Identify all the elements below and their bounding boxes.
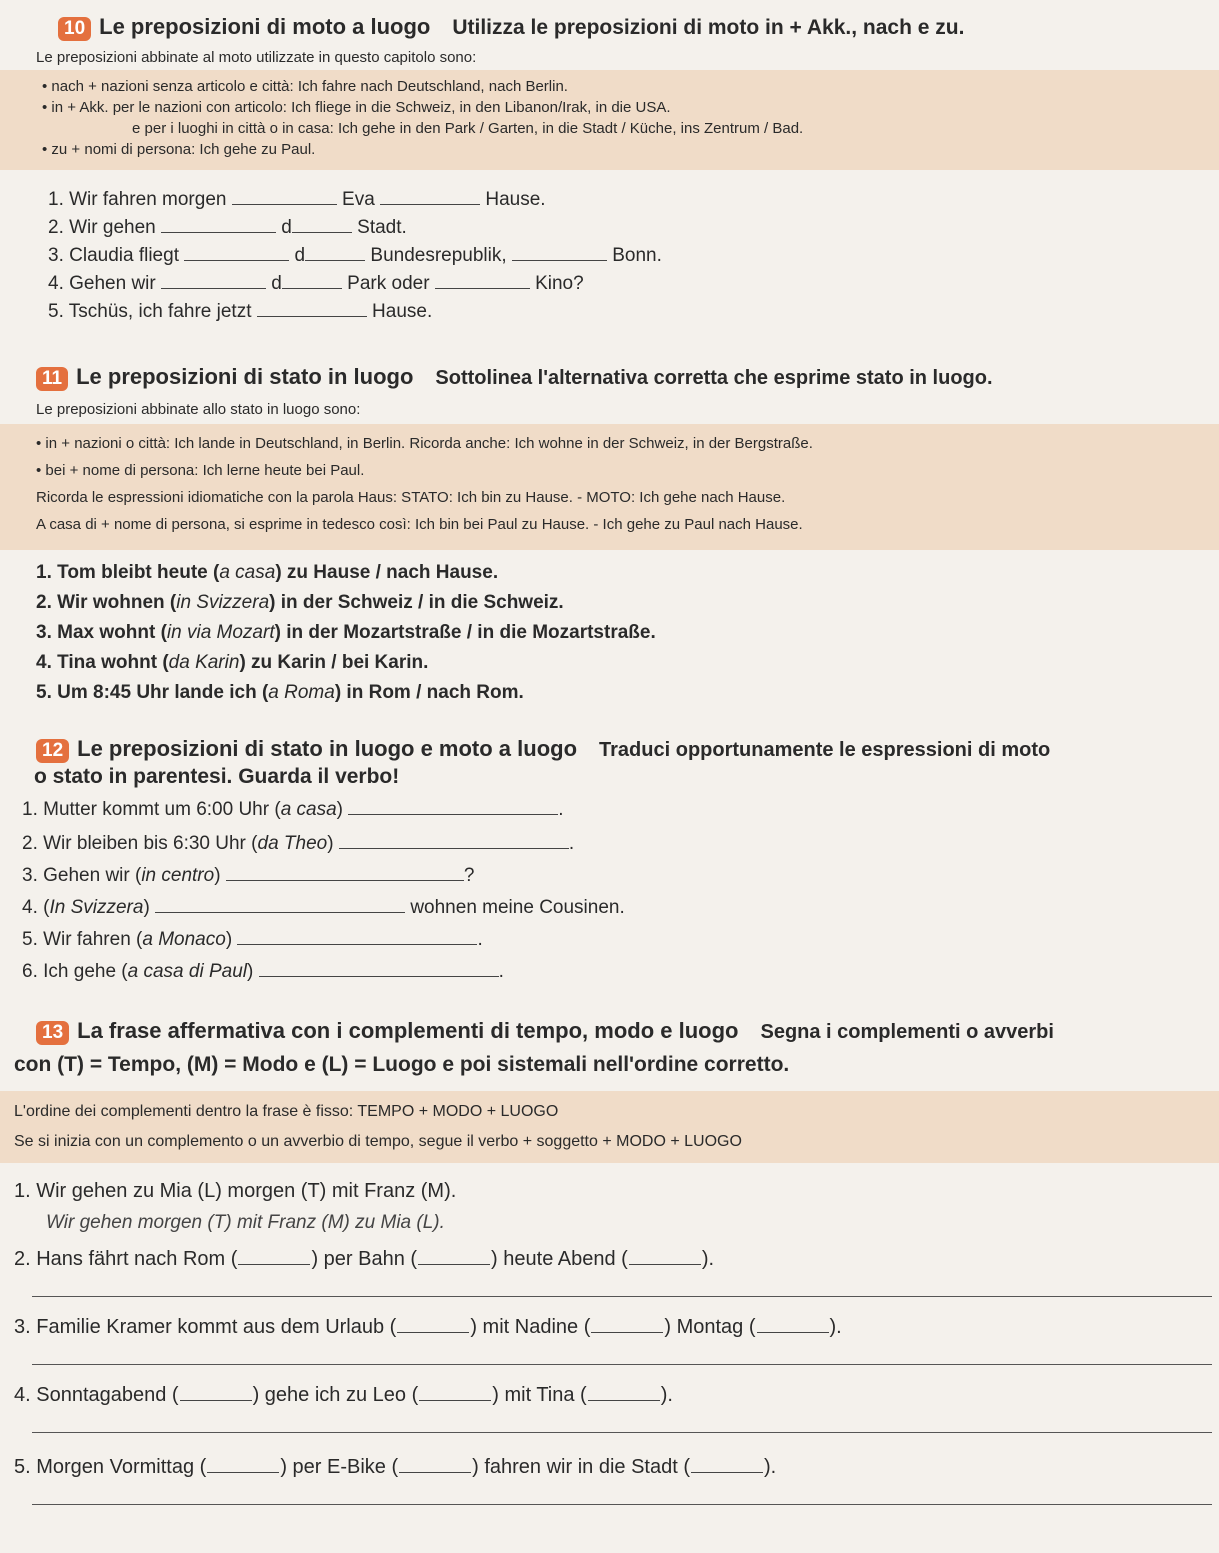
- answer-line[interactable]: [32, 1296, 1212, 1297]
- item-text: ) per E-Bike (: [280, 1456, 399, 1478]
- item-1: 1. Wir gehen zu Mia (L) morgen (T) mit Franz (M).: [14, 1180, 457, 1202]
- item-text: Hause.: [372, 301, 433, 322]
- item-text: ).: [829, 1316, 842, 1338]
- item-text: ): [246, 961, 254, 982]
- answer-blank[interactable]: [348, 796, 558, 815]
- item-text: 2. Hans fährt nach Rom (: [14, 1248, 238, 1270]
- item-4: [22, 894, 625, 919]
- hint-text: in Svizzera: [176, 592, 270, 613]
- item-text: ).: [701, 1248, 715, 1270]
- answer-blank[interactable]: [180, 1384, 252, 1401]
- item-text: 5. Morgen Vormittag (: [14, 1456, 207, 1478]
- item-text: 5. Um 8:45 Uhr lande ich (: [36, 682, 269, 703]
- answer-blank[interactable]: [419, 1384, 491, 1401]
- item-text: 1. Mutter kommt um 6:00 Uhr (: [22, 799, 281, 820]
- rule-line: Se si inizia con un complemento o un avverbio di tempo, segue il verbo + soggetto + MODO + LUOGO: [14, 1133, 742, 1150]
- exercise-12: [0, 736, 1219, 789]
- answer-blank[interactable]: [691, 1456, 763, 1473]
- rule-line: e per i luoghi in città o in casa: Ich gehe in den Park / Garten, in die Stadt / Küche, ins Zentrum / Bad.: [132, 120, 804, 137]
- item-2[interactable]: [36, 592, 564, 614]
- item-text: 3. Familie Kramer kommt aus dem Urlaub (: [14, 1316, 397, 1338]
- hint-text: a casa: [219, 562, 276, 583]
- answer-blank[interactable]: [292, 214, 352, 233]
- item-2: [22, 830, 574, 855]
- hint-text: a casa di Paul: [127, 961, 247, 982]
- hint-text: in centro: [141, 865, 215, 886]
- item-text: ) fahren wir in die Stadt (: [472, 1456, 690, 1478]
- answer-blank[interactable]: [161, 270, 266, 289]
- item-text: ) per Bahn (: [311, 1248, 418, 1270]
- item-4[interactable]: [36, 652, 428, 674]
- answer-blank[interactable]: [259, 958, 499, 977]
- item-text: ): [214, 865, 221, 886]
- answer-blank[interactable]: [237, 926, 477, 945]
- item-choices: ) in Rom / nach Rom.: [334, 682, 524, 703]
- item-text: Park oder: [347, 273, 430, 294]
- item-text: Stadt.: [357, 217, 407, 238]
- hint-text: a casa: [280, 799, 337, 820]
- exercise-number-badge: 13: [36, 1021, 69, 1045]
- exercise-number-badge: 11: [36, 367, 68, 391]
- item-text: wohnen meine Cousinen.: [410, 897, 625, 918]
- item-text: ) Montag (: [664, 1316, 756, 1338]
- rule-line: • bei + nome di persona: Ich lerne heute bei Paul.: [36, 462, 365, 479]
- item-text: d: [281, 217, 292, 238]
- item-5[interactable]: [36, 682, 524, 704]
- item-3: [22, 862, 474, 887]
- item-text: 4. Sonntagabend (: [14, 1384, 179, 1406]
- hint-text: da Karin: [168, 652, 240, 673]
- exercise-12-header: [0, 736, 1219, 763]
- exercise-instruction: Traduci opportunamente le espressioni di moto: [599, 739, 1051, 761]
- hint-text: a Roma: [268, 682, 335, 703]
- item-text: Eva: [342, 189, 375, 210]
- item-text: d: [271, 273, 282, 294]
- exercise-title: La frase affermativa con i complementi di tempo, modo e luogo: [77, 1018, 739, 1043]
- item-text: ) mit Nadine (: [470, 1316, 591, 1338]
- rule-line: • nach + nazioni senza articolo e città: Ich fahre nach Deutschland, nach Berlin.: [42, 78, 568, 95]
- item-text: 6. Ich gehe (: [22, 961, 128, 982]
- item-4: [48, 270, 584, 295]
- answer-blank[interactable]: [757, 1316, 829, 1333]
- answer-blank[interactable]: [512, 242, 607, 261]
- item-1: [22, 796, 564, 821]
- exercise-10-header: [0, 14, 1219, 41]
- item-5: [14, 1456, 776, 1479]
- exercise-title: Le preposizioni di stato in luogo e moto a luogo: [77, 736, 578, 761]
- item-text: 4. Gehen wir: [48, 273, 156, 294]
- answer-blank[interactable]: [232, 186, 337, 205]
- answer-blank[interactable]: [226, 862, 464, 881]
- item-text: 2. Wir wohnen (: [36, 592, 177, 613]
- rule-box: [0, 424, 1219, 550]
- rule-line: • in + Akk. per le nazioni con articolo: Ich fliege in die Schweiz, in den Libanon/Irak, in die USA.: [42, 99, 671, 116]
- item-text: ): [336, 799, 343, 820]
- answer-blank[interactable]: [588, 1384, 660, 1401]
- item-text: ) gehe ich zu Leo (: [252, 1384, 419, 1406]
- item-text: ): [327, 833, 334, 854]
- answer-blank[interactable]: [257, 298, 367, 317]
- item-text: ) heute Abend (: [491, 1248, 628, 1270]
- exercise-instruction: Segna i complementi o avverbi: [760, 1021, 1054, 1043]
- item-text: 3. Gehen wir (: [22, 865, 142, 886]
- hint-text: in via Mozart: [166, 622, 275, 643]
- answer-blank[interactable]: [435, 270, 530, 289]
- answer-blank[interactable]: [305, 242, 365, 261]
- item-text: ).: [660, 1384, 673, 1406]
- answer-blank[interactable]: [282, 270, 342, 289]
- answer-blank[interactable]: [184, 242, 289, 261]
- item-choices: ) in der Schweiz / in die Schweiz.: [269, 592, 564, 613]
- rule-intro: Le preposizioni abbinate allo stato in luogo sono:: [36, 401, 361, 418]
- answer-blank[interactable]: [591, 1316, 663, 1333]
- answer-blank[interactable]: [207, 1456, 279, 1473]
- answer-blank[interactable]: [629, 1248, 701, 1265]
- item-text: 4. (: [22, 897, 50, 918]
- item-choices: ) zu Karin / bei Karin.: [239, 652, 429, 673]
- exercise-title: Le preposizioni di stato in luogo: [76, 364, 414, 389]
- item-text: .: [558, 799, 564, 820]
- item-text: ): [143, 897, 150, 918]
- exercise-instruction-continued: o stato in parentesi. Guarda il verbo!: [34, 765, 400, 788]
- item-text: .: [477, 929, 483, 950]
- answer-blank[interactable]: [155, 894, 405, 913]
- item-5: [48, 298, 432, 323]
- rule-box: [0, 1091, 1219, 1163]
- answer-blank[interactable]: [339, 830, 569, 849]
- item-choices: ) in der Mozartstraße / in die Mozartstraße.: [274, 622, 656, 643]
- item-2: [14, 1248, 714, 1271]
- item-text: Bundesrepublik,: [370, 245, 507, 266]
- hint-text: a Monaco: [142, 929, 226, 950]
- rule-line: Ricorda le espressioni idiomatiche con la parola Haus: STATO: Ich bin zu Hause. - MOTO: Ich gehe nach Hause.: [36, 489, 786, 506]
- rule-line: L'ordine dei complementi dentro la frase è fisso: TEMPO + MODO + LUOGO: [14, 1103, 559, 1120]
- exercise-10: [0, 14, 1219, 170]
- item-text: 2. Wir bleiben bis 6:30 Uhr (: [22, 833, 258, 854]
- item-4: [14, 1384, 673, 1407]
- item-text: ?: [463, 865, 475, 886]
- item-3[interactable]: [36, 622, 656, 644]
- rule-line: • in + nazioni o città: Ich lande in Deutschland, in Berlin. Ricorda anche: Ich wohne in der Schweiz, in der Bergstraße.: [36, 435, 813, 452]
- answer-line[interactable]: [32, 1364, 1212, 1365]
- answer-blank[interactable]: [399, 1456, 471, 1473]
- exercise-title: Le preposizioni di moto a luogo: [99, 14, 431, 39]
- hint-text: In Svizzera: [49, 897, 144, 918]
- answer-blank[interactable]: [380, 186, 480, 205]
- hint-text: da Theo: [257, 833, 328, 854]
- exercise-11: [0, 364, 1219, 550]
- item-6: [22, 958, 504, 983]
- exercise-instruction: Utilizza le preposizioni di moto in + Akk., nach e zu.: [452, 16, 965, 39]
- item-text: 2. Wir gehen: [48, 217, 156, 238]
- item-text: 3. Claudia fliegt: [48, 245, 179, 266]
- exercise-instruction: Sottolinea l'alternativa corretta che esprime stato in luogo.: [435, 367, 993, 389]
- item-text: 5. Wir fahren (: [22, 929, 143, 950]
- item-text: 3. Max wohnt (: [36, 622, 167, 643]
- rule-line: • zu + nomi di persona: Ich gehe zu Paul.: [42, 141, 316, 158]
- item-text: Hause.: [485, 189, 546, 210]
- item-1[interactable]: [36, 562, 498, 584]
- item-text: Bonn.: [612, 245, 662, 266]
- item-text: 4. Tina wohnt (: [36, 652, 169, 673]
- exercise-number-badge: 10: [58, 17, 91, 41]
- exercise-13: [0, 1018, 1219, 1163]
- item-text: d: [294, 245, 306, 266]
- answer-blank[interactable]: [397, 1316, 469, 1333]
- item-text: 1. Tom bleibt heute (: [36, 562, 220, 583]
- item-text: 5. Tschüs, ich fahre jetzt: [48, 301, 252, 322]
- item-3: [48, 242, 662, 267]
- item-3: [14, 1316, 842, 1339]
- rule-intro: Le preposizioni abbinate al moto utilizzate in questo capitolo sono:: [36, 49, 477, 66]
- exercise-number-badge: 12: [36, 739, 69, 763]
- rule-box: [0, 70, 1219, 170]
- item-2: [48, 214, 407, 239]
- item-text: .: [568, 833, 575, 854]
- answer-line[interactable]: [32, 1432, 1212, 1433]
- item-text: Kino?: [535, 273, 584, 294]
- rule-line: A casa di + nome di persona, si esprime in tedesco così: Ich bin bei Paul zu Hause. - Ich gehe zu Paul nach Hause.: [36, 516, 803, 533]
- exercise-instruction-continued: con (T) = Tempo, (M) = Modo e (L) = Luogo e poi sistemali nell'ordine corretto.: [14, 1053, 790, 1076]
- item-text: 1. Wir fahren morgen: [48, 189, 227, 210]
- answer-line[interactable]: [32, 1504, 1212, 1505]
- item-5: [22, 926, 483, 951]
- item-1: [48, 186, 546, 211]
- exercise-11-header: [0, 364, 1219, 391]
- item-text: ) mit Tina (: [492, 1384, 587, 1406]
- item-text: ).: [764, 1456, 777, 1478]
- item-text: ): [225, 929, 233, 950]
- item-text: .: [498, 961, 504, 982]
- exercise-13-header: [0, 1018, 1219, 1045]
- item-choices: ) zu Hause / nach Hause.: [275, 562, 499, 583]
- answer-blank[interactable]: [238, 1248, 310, 1265]
- example-answer: Wir gehen morgen (T) mit Franz (M) zu Mia (L).: [46, 1212, 445, 1233]
- answer-blank[interactable]: [418, 1248, 490, 1265]
- answer-blank[interactable]: [161, 214, 276, 233]
